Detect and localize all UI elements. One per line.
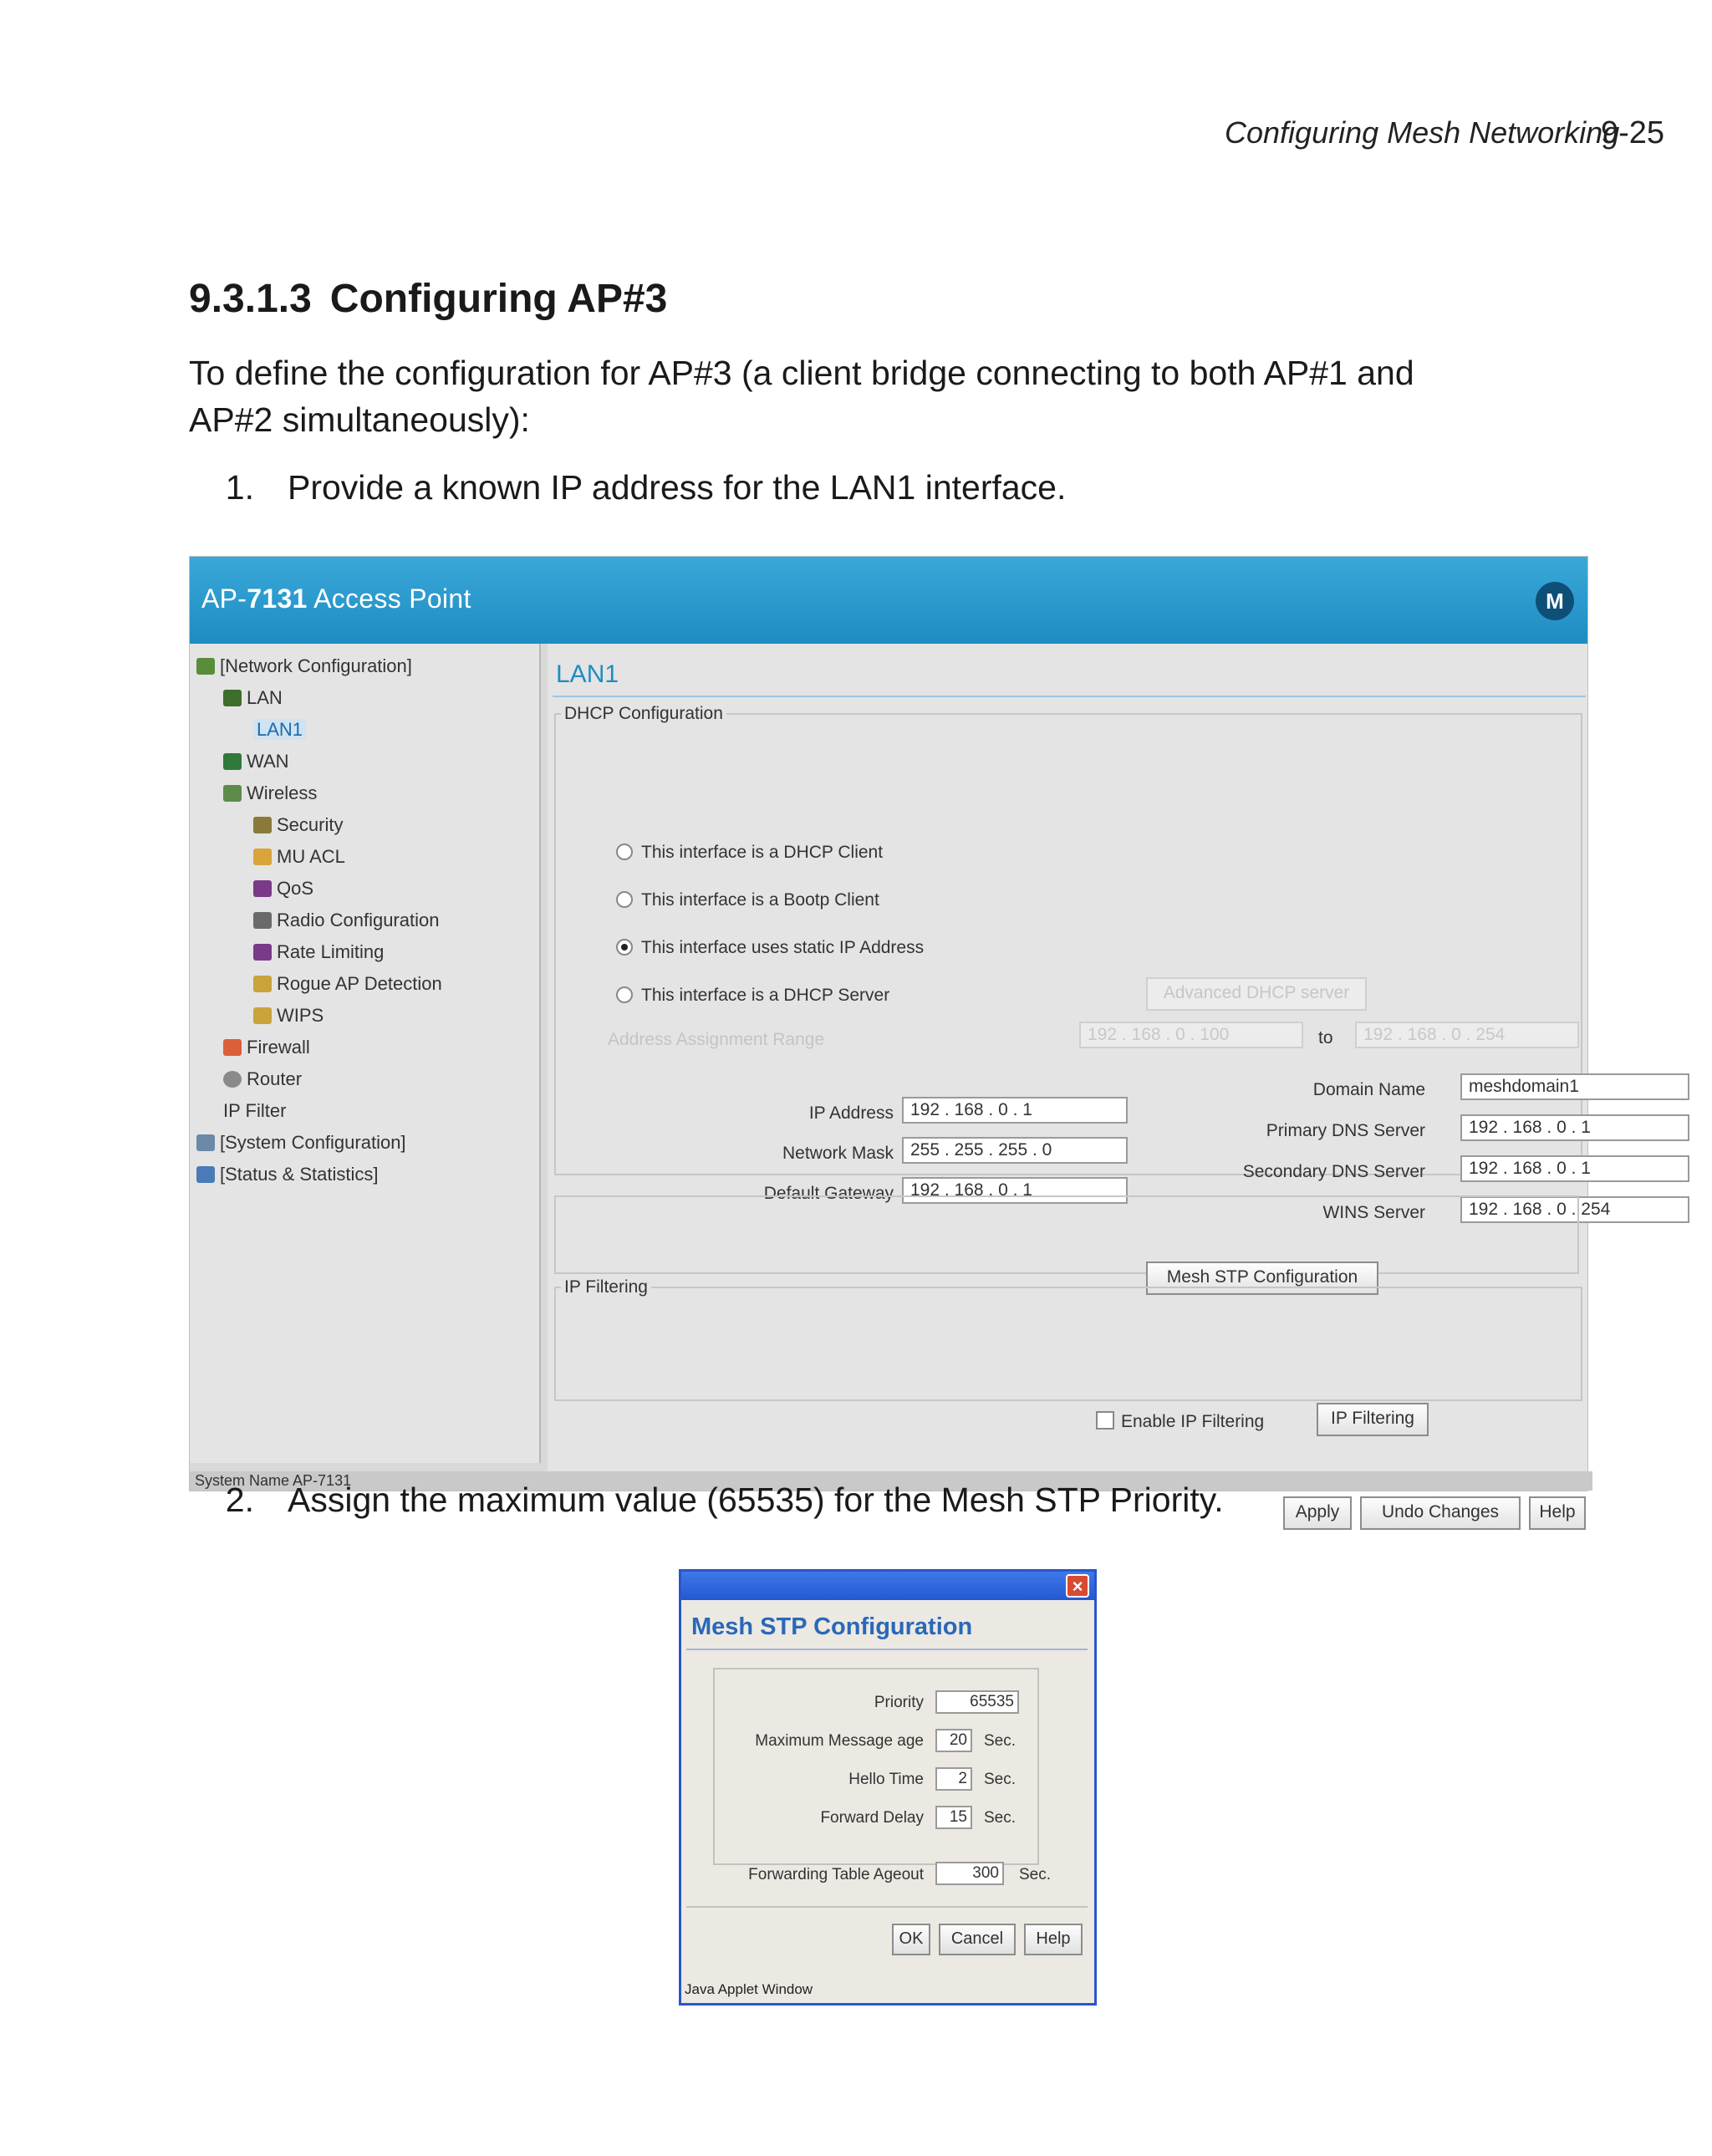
advanced-dhcp-server-button[interactable]: Advanced DHCP server (1146, 977, 1367, 1011)
ok-button[interactable]: OK (892, 1924, 930, 1955)
default-gateway-field[interactable]: 192 . 168 . 0 . 1 (902, 1177, 1128, 1204)
wips-icon (253, 1007, 272, 1024)
tree-radio-configuration[interactable]: Radio Configuration (253, 910, 439, 931)
mesh-stp-configuration-button[interactable]: Mesh STP Configuration (1146, 1261, 1378, 1295)
dhcp-legend: DHCP Configuration (564, 704, 723, 723)
panel-title: LAN1 (556, 660, 619, 688)
ip-filtering-group (554, 1277, 1582, 1401)
range-from-field[interactable]: 192 . 168 . 0 . 100 (1079, 1022, 1303, 1048)
acl-icon (253, 849, 272, 865)
help-button[interactable]: Help (1529, 1496, 1586, 1530)
rogue-ap-icon (253, 976, 272, 992)
qos-icon (253, 880, 272, 897)
step-2 (189, 1476, 1224, 1523)
primary-dns-field[interactable]: 192 . 168 . 0 . 1 (1460, 1114, 1689, 1141)
apply-button[interactable]: Apply (1283, 1496, 1352, 1530)
tree-system-configuration[interactable]: [System Configuration] (196, 1132, 406, 1154)
domain-name-field[interactable]: meshdomain1 (1460, 1073, 1689, 1100)
system-config-icon (196, 1134, 215, 1151)
motorola-logo-icon: M (1536, 582, 1574, 620)
network-mask-label: Network Mask (782, 1144, 894, 1163)
radio-selected-icon (616, 939, 633, 956)
max-message-age-unit: Sec. (984, 1732, 1016, 1750)
intro-paragraph: To define the configuration for AP#3 (a client bridge connecting to both AP#1 and AP#2 simultaneously): (189, 354, 1414, 439)
address-range-label: Address Assignment Range (608, 1030, 825, 1049)
dialog-title-bar (681, 1572, 1094, 1600)
ap-title: AP-7131 Access Point (201, 584, 471, 614)
forwarding-table-ageout-field[interactable]: 300 (935, 1862, 1004, 1885)
priority-label: Priority (874, 1694, 924, 1711)
wins-server-field[interactable]: 192 . 168 . 0 . 254 (1460, 1196, 1689, 1223)
section-number: 9.3.1.3 (189, 277, 312, 321)
max-message-age-field[interactable]: 20 (935, 1729, 972, 1752)
tree-security[interactable]: Security (253, 814, 343, 836)
dialog-title: Mesh STP Configuration (691, 1613, 973, 1640)
radio-bootp-client[interactable]: This interface is a Bootp Client (616, 890, 879, 910)
step-text: Provide a known IP address for the LAN1 interface. (288, 468, 1067, 507)
step-1 (189, 464, 1066, 511)
default-gateway-label: Default Gateway (763, 1184, 894, 1203)
network-mask-field[interactable]: 255 . 255 . 255 . 0 (902, 1137, 1128, 1164)
rate-limit-icon (253, 944, 272, 961)
tree-wan[interactable]: WAN (223, 751, 289, 772)
tree-qos[interactable]: QoS (253, 878, 313, 900)
page-number: 9-25 (1601, 115, 1665, 150)
step-text: Assign the maximum value (65535) for the Mesh STP Priority. (288, 1481, 1224, 1519)
range-to-field[interactable]: 192 . 168 . 0 . 254 (1355, 1022, 1579, 1048)
running-title: Configuring Mesh Networking (1225, 115, 1620, 150)
tree-firewall[interactable]: Firewall (223, 1037, 310, 1058)
max-message-age-label: Maximum Message age (755, 1732, 924, 1750)
tree-rate-limiting[interactable]: Rate Limiting (253, 941, 384, 963)
step-number: 1. (225, 468, 254, 507)
tree-ip-filter[interactable]: IP Filter (223, 1100, 287, 1121)
hello-time-field[interactable]: 2 (935, 1767, 972, 1791)
java-applet-footer: Java Applet Window (685, 1981, 813, 1997)
tree-mu-acl[interactable]: MU ACL (253, 846, 345, 868)
forward-delay-unit: Sec. (984, 1809, 1016, 1827)
hello-time-unit: Sec. (984, 1771, 1016, 1788)
lan-icon (223, 690, 242, 706)
forward-delay-field[interactable]: 15 (935, 1806, 972, 1829)
panel-divider (553, 696, 1586, 697)
hello-time-label: Hello Time (848, 1771, 924, 1788)
tree-wireless[interactable]: Wireless (223, 782, 317, 804)
radio-icon (616, 986, 633, 1003)
step-number: 2. (225, 1481, 254, 1519)
forward-delay-label: Forward Delay (820, 1809, 924, 1827)
radio-icon (616, 844, 633, 860)
domain-name-label: Domain Name (1312, 1080, 1425, 1099)
radio-static-ip[interactable]: This interface uses static IP Address (616, 938, 924, 958)
primary-dns-label: Primary DNS Server (1266, 1121, 1425, 1140)
ip-address-label: IP Address (808, 1103, 894, 1123)
ip-address-field[interactable]: 192 . 168 . 0 . 1 (902, 1097, 1128, 1124)
tree-lan1[interactable]: LAN1 (253, 719, 306, 741)
ap-title-bar (190, 557, 1587, 644)
mesh-stp-group (554, 1195, 1579, 1274)
secondary-dns-field[interactable]: 192 . 168 . 0 . 1 (1460, 1155, 1689, 1182)
radio-dhcp-client[interactable]: This interface is a DHCP Client (616, 843, 883, 863)
tree-status-statistics[interactable]: [Status & Statistics] (196, 1164, 379, 1185)
wireless-icon (223, 785, 242, 802)
tree-network-configuration[interactable]: [Network Configuration] (196, 655, 412, 677)
tree-rogue-ap-detection[interactable]: Rogue AP Detection (253, 973, 442, 995)
ip-filtering-legend: IP Filtering (564, 1277, 648, 1297)
ip-filtering-button[interactable]: IP Filtering (1317, 1403, 1429, 1436)
forwarding-table-ageout-label: Forwarding Table Ageout (748, 1866, 924, 1883)
radio-icon (253, 912, 272, 929)
priority-field[interactable]: 65535 (935, 1690, 1019, 1714)
forwarding-table-ageout-unit: Sec. (1019, 1866, 1052, 1883)
undo-changes-button[interactable]: Undo Changes (1360, 1496, 1521, 1530)
wins-server-label: WINS Server (1322, 1203, 1425, 1222)
section-title: Configuring AP#3 (329, 277, 668, 321)
close-icon[interactable]: × (1066, 1574, 1089, 1598)
network-icon (196, 658, 215, 675)
section-heading (189, 276, 667, 322)
tree-lan[interactable]: LAN (223, 687, 283, 709)
radio-icon (616, 891, 633, 908)
status-bar: System Name AP-7131 (190, 1471, 1592, 1491)
nav-tree (190, 644, 541, 1463)
firewall-icon (223, 1039, 242, 1056)
statistics-icon (196, 1166, 215, 1183)
cancel-button[interactable]: Cancel (939, 1924, 1016, 1955)
dialog-button-divider (686, 1906, 1088, 1908)
tree-router[interactable]: Router (223, 1068, 302, 1090)
range-to-label: to (1318, 1028, 1333, 1047)
dialog-divider (686, 1649, 1088, 1650)
secondary-dns-label: Secondary DNS Server (1242, 1162, 1425, 1181)
dialog-help-button[interactable]: Help (1024, 1924, 1083, 1955)
radio-dhcp-server[interactable]: This interface is a DHCP Server (616, 986, 889, 1006)
mesh-stp-dialog (679, 1569, 1097, 2006)
checkbox-icon (1096, 1411, 1114, 1430)
security-icon (253, 817, 272, 833)
router-icon (223, 1071, 242, 1088)
enable-ip-filtering-checkbox[interactable]: Enable IP Filtering (1096, 1411, 1264, 1432)
wan-icon (223, 753, 242, 770)
tree-wips[interactable]: WIPS (253, 1005, 324, 1027)
